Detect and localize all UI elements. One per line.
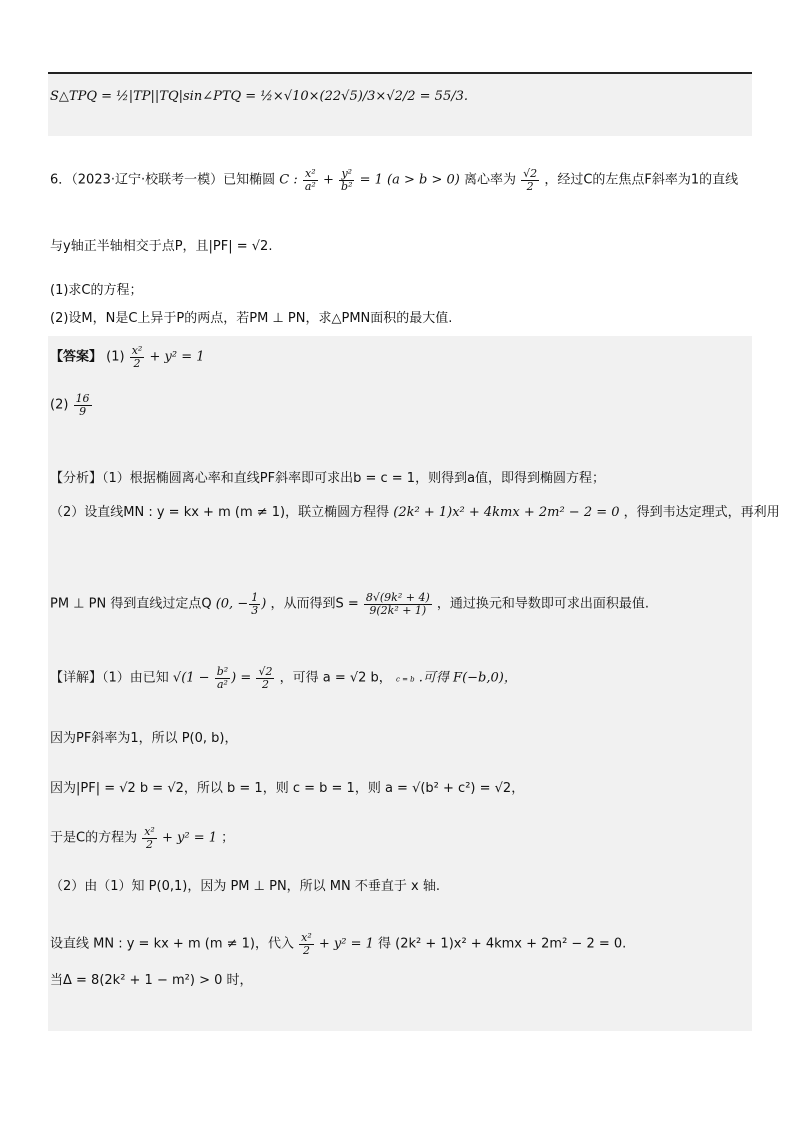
detail-line-3: 因为|PF| = √2 b = √2，所以 b = 1，则 c = b = 1，则 a = √(b² + c²) = √2， <box>50 781 525 796</box>
answer-1: 【答案】 (1) $\frac{\text{x²}}{2}$ + y² = 1 <box>50 344 205 370</box>
frac-x2-a2: $\frac{\text{x²}}{\text{a²}}$ <box>304 167 316 193</box>
detail-line-6: 设直线 MN : y = kx + m (m ≠ 1)，代入 $\frac{\text{x²}}{2}$ + y² = 1 得 (2k² + 1)x² + 4kmx + 2m² − 2 = 0. <box>50 931 627 957</box>
area-formula: S△TPQ = ½|TP||TQ|sin∠PTQ = ½×√10×(22√5)/3×√2/2 = 55/3. <box>50 89 469 104</box>
detail-line-4: 于是C的方程为 $\frac{\text{x²}}{2}$ + y² = 1 ； <box>50 825 235 851</box>
previous-solution-shade <box>48 74 752 136</box>
detail-line-7: 当Δ = 8(2k² + 1 − m²) > 0 时， <box>50 973 253 988</box>
problem-line-1: 6．（2023·辽宁·校联考一模）已知椭圆 C : $\frac{\text{x²}}{\text{a²}}$ + $\frac{\text{y²}}{\text{b²}}$ = 1 (a > b > 0) 离心率为 $\frac{√2}{2}$ ，经过C的左焦点F斜率为1的直线 <box>50 167 739 193</box>
question-1: (1)求C的方程； <box>50 283 143 298</box>
analysis-line-1: 【分析】（1）根据椭圆离心率和直线PF斜率即可求出b = c = 1，则得到a值，即得到椭圆方程； <box>50 471 606 486</box>
question-2: (2)设M，N是C上异于P的两点，若PM ⊥ PN，求△PMN面积的最大值. <box>50 311 453 326</box>
frac-area-S: $\frac{\text{8√(9k² + 4)}}{\text{9(2k² + 1)}}$ <box>365 591 430 617</box>
analysis-line-3: PM ⊥ PN 得到直线过定点Q (0, − $\frac{1}{3}$ ) ，从而得到S = $\frac{\text{8√(9k² + 4)}}{\text{9(2k² + 1)}}$ ，通过换元和导数即可求出面积最值. <box>50 591 650 617</box>
detail-line-1: 【详解】（1）由已知 √(1 − $\frac{\text{b²}}{\text{a²}}$ ) = $\frac{√2}{2}$ ，可得 a = √2 b， c = b .可得 F(−b,0)， <box>50 665 517 691</box>
problem-line-2: 与y轴正半轴相交于点P，且|PF| = √2. <box>50 239 273 254</box>
frac-sqrt2-2: $\frac{√2}{2}$ <box>523 167 538 193</box>
detail-line-5: （2）由（1）知 P(0,1)，因为 PM ⊥ PN，所以 MN 不垂直于 x 轴. <box>50 879 440 894</box>
answer-2: (2) $\frac{16}{9}$ <box>50 392 90 418</box>
frac-y2-b2: $\frac{\text{y²}}{\text{b²}}$ <box>341 167 353 193</box>
detail-line-2: 因为PF斜率为1，所以 P(0, b)， <box>50 731 238 746</box>
analysis-line-2: （2）设直线MN : y = kx + m (m ≠ 1)，联立椭圆方程得 (2k² + 1)x² + 4kmx + 2m² − 2 = 0 ，得到韦达定理式，再利用 <box>50 505 780 520</box>
